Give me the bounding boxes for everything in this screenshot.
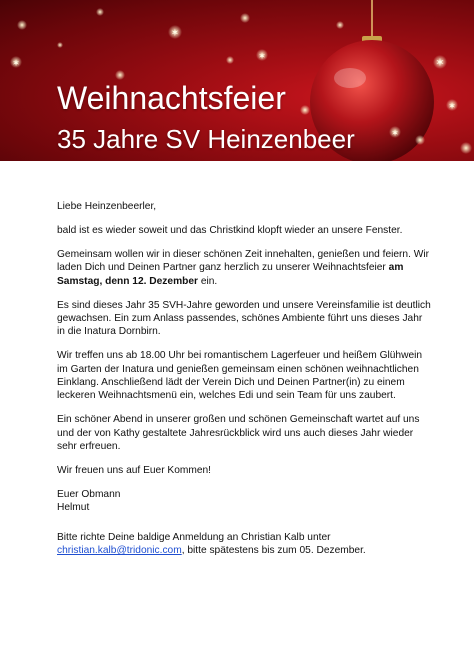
page-title: Weihnachtsfeier xyxy=(57,80,286,116)
svg-text:✶: ✶ xyxy=(435,56,445,69)
svg-text:✶: ✶ xyxy=(258,52,266,62)
page-subtitle: 35 Jahre SV Heinzenbeer xyxy=(57,124,355,154)
svg-text:✶: ✶ xyxy=(391,129,399,139)
header-banner xyxy=(0,0,474,161)
signature-name: Helmut xyxy=(57,502,90,514)
invitation-letter xyxy=(57,200,432,568)
svg-text:✶: ✶ xyxy=(448,102,456,112)
letter-paragraph-5: Ein schöner Abend in unserer großen und schönen Gemeinschaft wartet auf uns und der von Kathy gestaltete Jahresrückblick wird uns auch dieses Jahr wieder sehr erfreuen. xyxy=(57,414,420,453)
svg-text:✶: ✶ xyxy=(170,28,180,39)
rsvp-text: Bitte richte Deine baldige Anmeldung an Christian Kalb unter xyxy=(57,531,331,543)
svg-text:✶: ✶ xyxy=(12,59,20,69)
event-date: am Samstag, denn 12. Dezember xyxy=(57,262,404,287)
letter-paragraph-6: Wir freuen uns auf Euer Kommen! xyxy=(57,465,212,477)
rsvp-note xyxy=(57,531,432,558)
letter-paragraph-1: bald ist es wieder soweit und das Christkind klopft wieder an unsere Fenster. xyxy=(57,224,403,236)
letter-closing xyxy=(57,488,432,515)
paragraph-2-text: Gemeinsam wollen wir in dieser schönen Zeit innehalten, genießen und feiern. Wir laden Dich und Deinen Partner ganz herzlich zu unserer Weihnachtsfeier xyxy=(57,248,430,274)
rsvp-email-link[interactable]: christian.kalb@tridonic.com xyxy=(57,545,182,557)
rsvp-deadline: , bitte spätestens bis zum 05. Dezember. xyxy=(181,545,366,557)
letter-paragraph-3: Es sind dieses Jahr 35 SVH-Jahre geworden und unsere Vereinsfamilie ist deutlich gewachsen. Ein zum Anlass passendes, schönes Ambiente führt uns dieses Jahr in die Inatura Dornbirn. xyxy=(57,299,431,338)
letter-paragraph-4: Wir treffen uns ab 18.00 Uhr bei romantischem Lagerfeuer und heißem Glühwein im Garten der Inatura und genießen gemeinsam einen schönen weihnachtlichen Einklang. Anschließend lädt der Verein Dich und Deinen Partner(in) zu einem leckeren Weihnachtsmenü ein, welches Edi und sein Team für uns zaubert. xyxy=(57,350,423,402)
letter-greeting: Liebe Heinzenbeerler, xyxy=(57,201,157,212)
letter-paragraph-2 xyxy=(57,248,432,288)
closing-line-1: Euer Obmann xyxy=(57,489,121,500)
paragraph-2-end: ein. xyxy=(197,275,218,287)
